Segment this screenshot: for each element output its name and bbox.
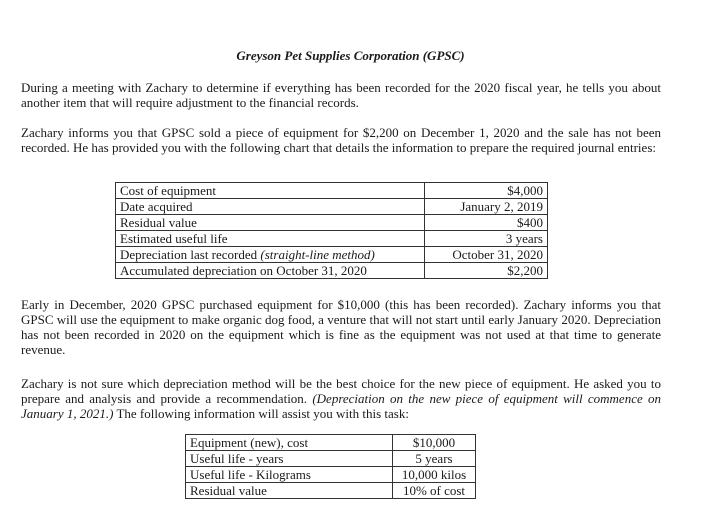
table-cell-label: Residual value — [116, 215, 425, 231]
table-cell-value: October 31, 2020 — [425, 247, 548, 263]
table-row — [186, 435, 476, 451]
table-cell-value: $10,000 — [393, 435, 476, 451]
commence-note: (Depreciation on the new piece of equipment will commence on January 1, 2021.) — [21, 391, 662, 421]
table-cell-label: Estimated useful life — [116, 231, 425, 247]
table-cell-label: Residual value — [186, 483, 393, 499]
table-cell-value: 10% of cost — [393, 483, 476, 499]
table-row — [116, 183, 548, 199]
depreciation-method-paragraph — [21, 376, 661, 421]
table-cell-label: Equipment (new), cost — [186, 435, 393, 451]
table-row — [186, 451, 476, 467]
equipment-sale-paragraph: Zachary informs you that GPSC sold a piece of equipment for $2,200 on December 1, 2020 and the sale has not been recorded. He has provided you with the following chart that details the information to prepare the required journal entries: — [21, 125, 661, 155]
paragraph-text: Zachary is not sure which depreciation method will be the best choice for the new piece of equipment. He asked you to prepare and analysis and provide a recommendation. — [21, 376, 661, 406]
table-cell-value: $4,000 — [425, 183, 548, 199]
table-cell-value: 5 years — [393, 451, 476, 467]
table-cell-value: 10,000 kilos — [393, 467, 476, 483]
depreciation-method-note: (straight-line method) — [260, 247, 375, 262]
depreciation-label-text: Depreciation last recorded — [120, 247, 261, 262]
table-cell-value: $2,200 — [425, 263, 548, 279]
new-equipment-paragraph: Early in December, 2020 GPSC purchased equipment for $10,000 (this has been recorded). Zachary informs you that GPSC will use the equipment to make organic dog food, a venture that will not start until early January 2020. Depreciation has not been recorded in 2020 on the equipment which is fine as the equipment was not used at that time to generate revenue. — [21, 297, 661, 357]
table-cell-value: $400 — [425, 215, 548, 231]
intro-paragraph: During a meeting with Zachary to determine if everything has been recorded for the 2020 fiscal year, he tells you about another item that will require adjustment to the financial records. — [21, 80, 661, 110]
table-cell-label: Useful life - years — [186, 451, 393, 467]
table-row — [116, 231, 548, 247]
table-row — [116, 215, 548, 231]
equipment-sale-table — [115, 182, 548, 279]
table-cell-label: Cost of equipment — [116, 183, 425, 199]
table-row — [116, 199, 548, 215]
table-cell-label: Useful life - Kilograms — [186, 467, 393, 483]
table-row — [186, 483, 476, 499]
document-title: Greyson Pet Supplies Corporation (GPSC) — [236, 48, 465, 63]
table-cell-label: Date acquired — [116, 199, 425, 215]
table-cell-label — [116, 247, 425, 263]
paragraph-text: The following information will assist you with this task: — [113, 406, 409, 421]
table-cell-value: January 2, 2019 — [425, 199, 548, 215]
table-cell-value: 3 years — [425, 231, 548, 247]
table-row — [116, 247, 548, 263]
new-equipment-table — [185, 434, 476, 499]
table-cell-label: Accumulated depreciation on October 31, 2020 — [116, 263, 425, 279]
table-row — [116, 263, 548, 279]
table-row — [186, 467, 476, 483]
